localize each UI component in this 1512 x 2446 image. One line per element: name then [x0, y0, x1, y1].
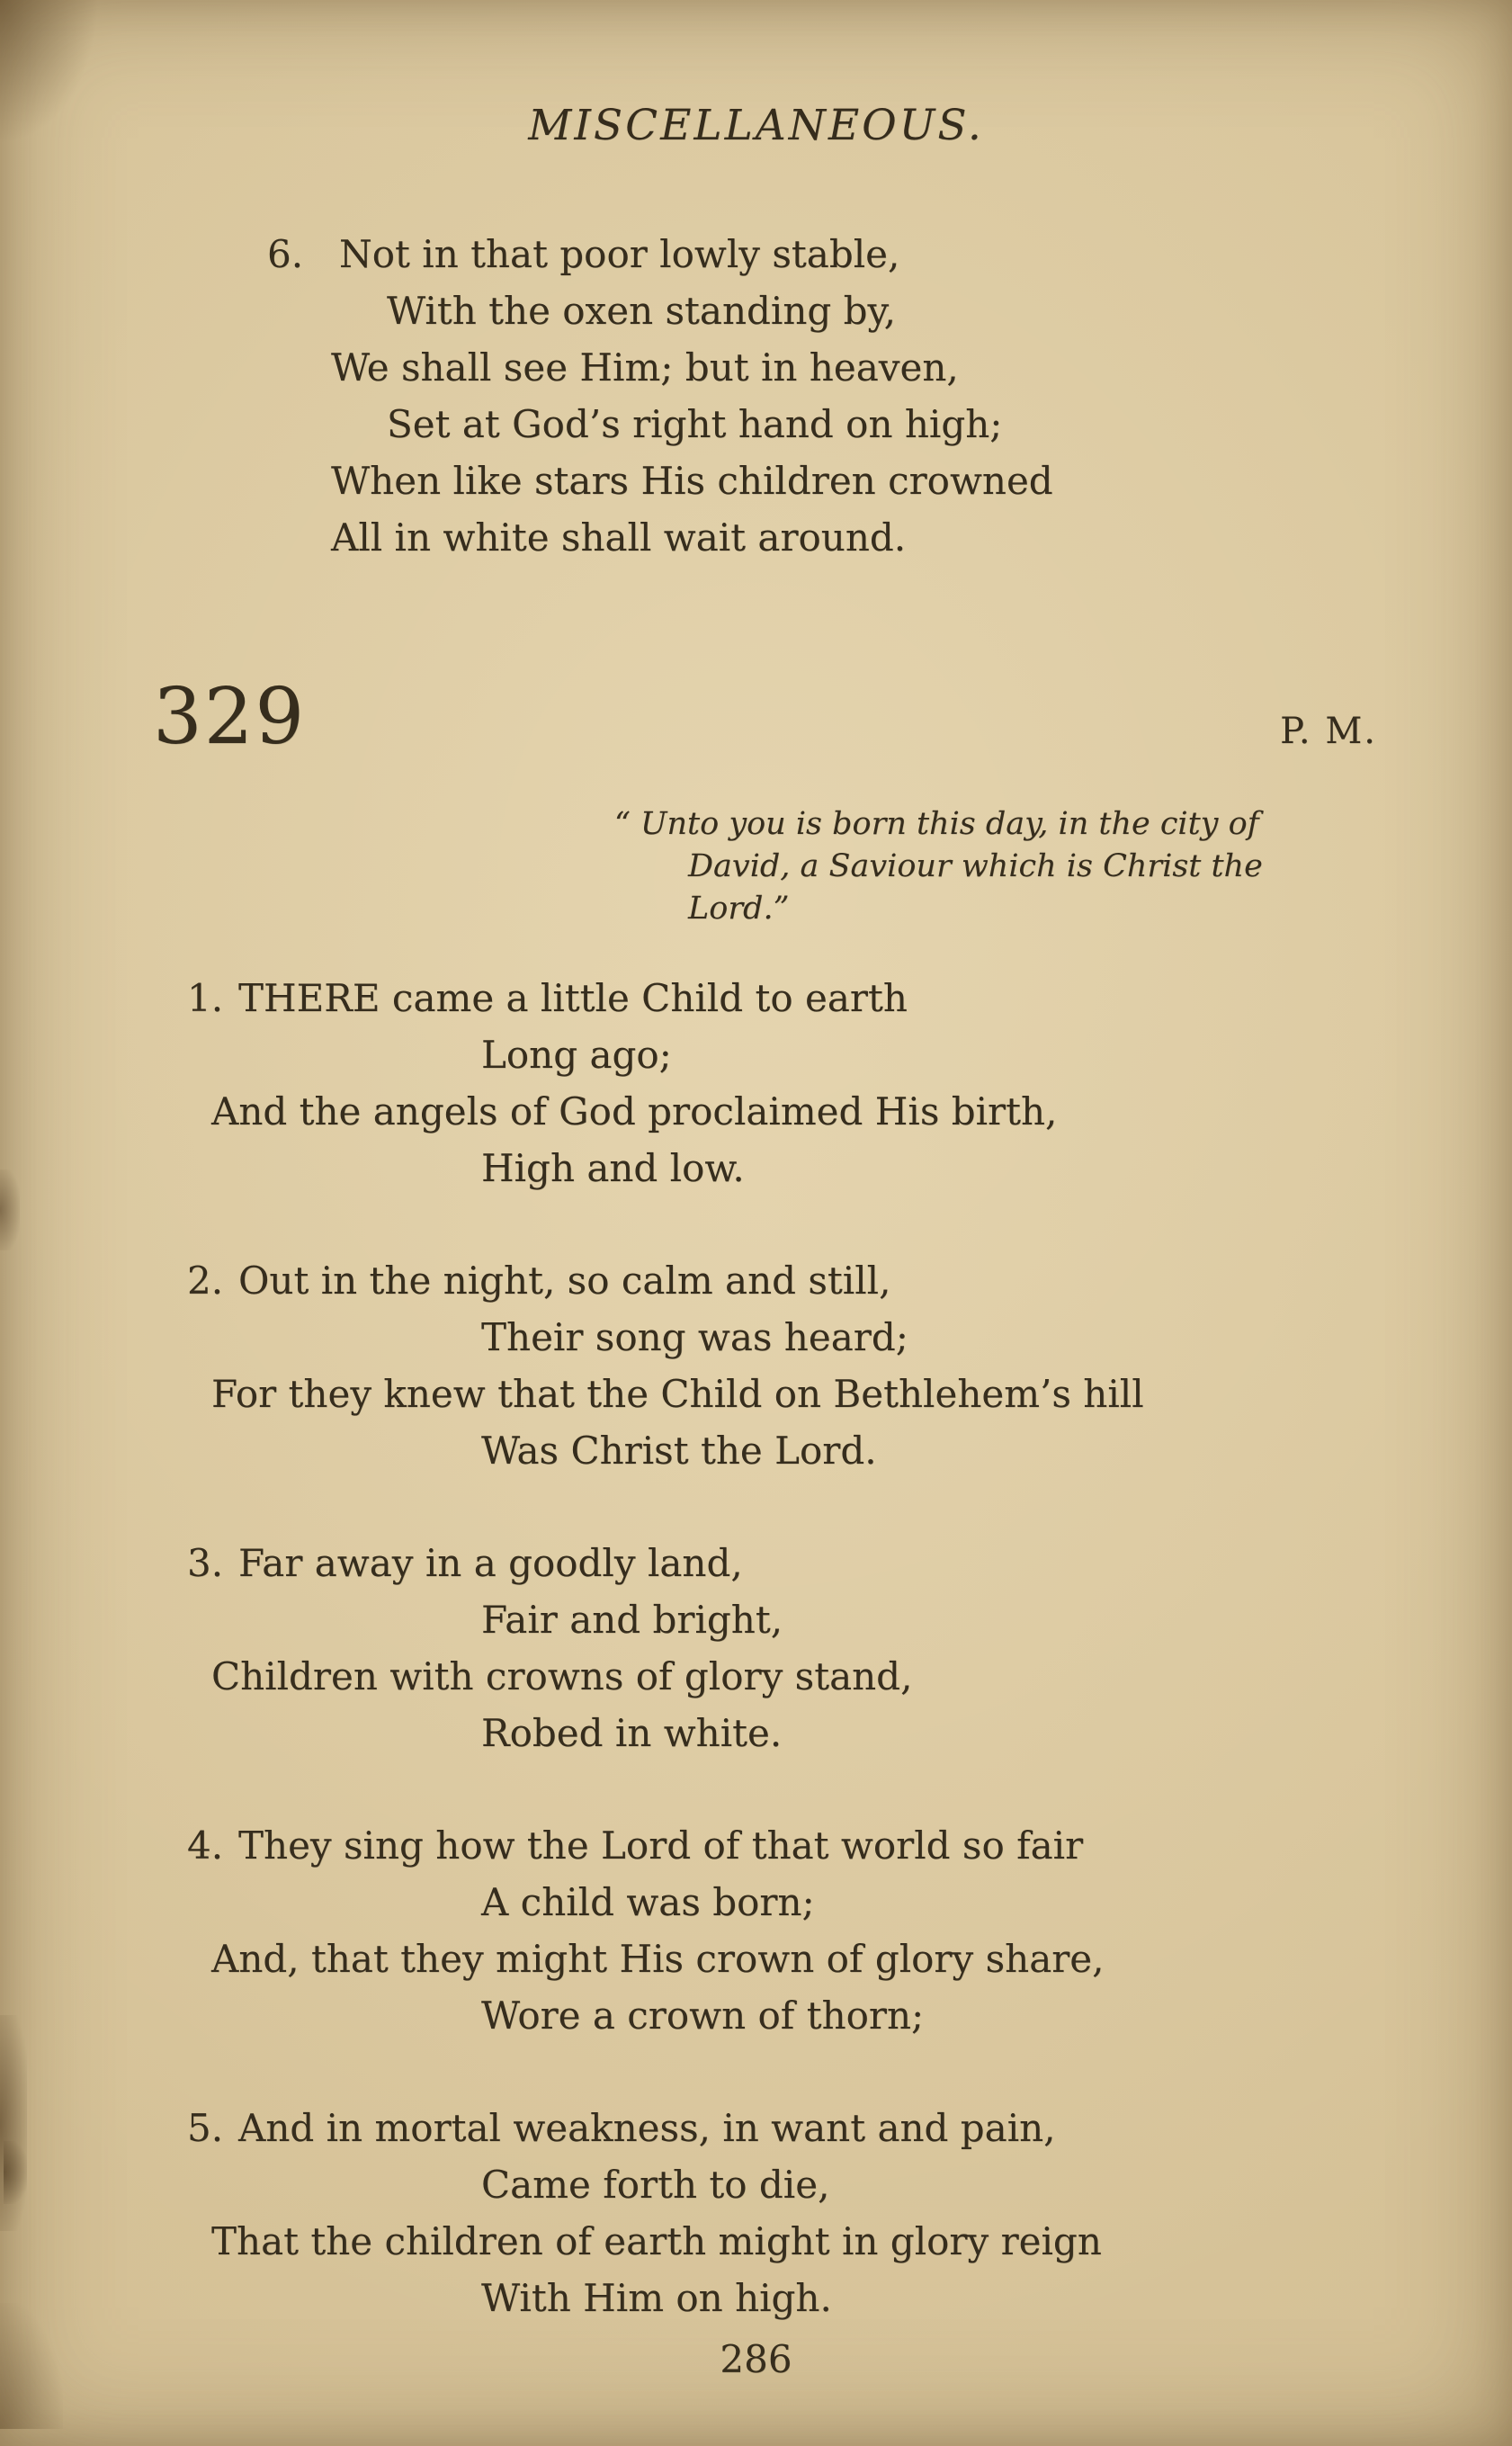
running-header: MISCELLANEOUS.: [528, 101, 984, 150]
page-number: 286: [720, 2337, 792, 2381]
text-line: [387, 396, 1512, 452]
hymn-verses: [187, 970, 1512, 2326]
text-line: [211, 1931, 1512, 1987]
text-line: [267, 226, 1512, 282]
verse-number: 1.: [187, 976, 224, 1020]
hymn-header: [153, 672, 1377, 762]
text-line: [331, 452, 1512, 509]
line-text: Children with crowns of glory stand,: [211, 1654, 913, 1698]
text-line: [481, 1591, 1512, 1648]
line-text: Out in the night, so calm and still,: [238, 1259, 891, 1303]
line-text: For they knew that the Child on Bethlehem’s hill: [211, 1372, 1144, 1416]
line-text: All in white shall wait around.: [331, 515, 907, 560]
paper-stain-left-edge: [0, 1169, 20, 1250]
hymn-number: 329: [153, 672, 307, 762]
line-text: That the children of earth might in glory reign: [211, 2219, 1102, 2263]
text-line: [187, 970, 1512, 1026]
text-line: [211, 1366, 1512, 1422]
text-line: [331, 509, 1512, 566]
text-line: [481, 2270, 1512, 2326]
line-text: Fair and bright,: [481, 1598, 783, 1642]
line-text: Lord.”: [688, 891, 790, 927]
line-text: THERE came a little Child to earth: [238, 976, 908, 1020]
hymn-meter: P. M.: [1280, 711, 1377, 752]
line-text: Their song was heard;: [481, 1315, 908, 1359]
line-text: With Him on high.: [481, 2276, 832, 2320]
line-text: “ Unto you is born this day, in the city of: [614, 806, 1259, 842]
text-line: [211, 2213, 1512, 2270]
text-line: [187, 2100, 1512, 2156]
previous-hymn-fragment: [267, 226, 1512, 566]
line-text: Long ago;: [481, 1033, 672, 1077]
text-line: [481, 1874, 1512, 1931]
line-text: When like stars His children crowned: [331, 459, 1053, 503]
text-line: [211, 1648, 1512, 1705]
text-line: [688, 846, 1512, 888]
verse-2: [187, 1252, 1512, 1479]
line-text: And the angels of God proclaimed His birth,: [211, 1089, 1058, 1133]
text-line: [187, 1817, 1512, 1874]
line-text: Wore a crown of thorn;: [481, 1994, 925, 2038]
paper-stain-left-edge: [0, 2015, 27, 2231]
text-line: [481, 2156, 1512, 2213]
text-line: [614, 803, 1512, 846]
line-text: They sing how the Lord of that world so fair: [238, 1823, 1084, 1868]
text-line: [187, 1252, 1512, 1309]
line-text: David, a Saviour which is Christ the: [688, 848, 1263, 884]
line-text: Set at God’s right hand on high;: [387, 402, 1003, 446]
text-line: [481, 1026, 1512, 1083]
line-text: Robed in white.: [481, 1711, 783, 1755]
text-line: [387, 282, 1512, 339]
text-line: [688, 888, 1512, 930]
verse-5: [187, 2100, 1512, 2326]
text-line: [481, 1705, 1512, 1761]
text-line: [481, 1140, 1512, 1196]
line-text: High and low.: [481, 1146, 745, 1190]
line-text: And in mortal weakness, in want and pain,: [238, 2106, 1056, 2150]
line-text: And, that they might His crown of glory share,: [211, 1937, 1105, 1981]
line-text: Was Christ the Lord.: [481, 1429, 877, 1473]
line-text: Far away in a goodly land,: [238, 1541, 743, 1585]
line-text: Not in that poor lowly stable,: [339, 232, 900, 276]
text-line: [211, 1083, 1512, 1140]
text-line: [481, 1422, 1512, 1479]
verse-1: [187, 970, 1512, 1196]
verse-number: 5.: [187, 2106, 224, 2150]
text-line: [331, 339, 1512, 396]
verse-number: 6.: [267, 232, 304, 276]
paper-stain-left-edge: [4, 2141, 27, 2204]
text-line: [187, 1535, 1512, 1591]
verse-number: 2.: [187, 1259, 224, 1303]
line-text: Came forth to die,: [481, 2163, 830, 2207]
line-text: We shall see Him; but in heaven,: [331, 345, 959, 390]
verse-number: 4.: [187, 1823, 224, 1868]
verse-3: [187, 1535, 1512, 1761]
epigraph: [614, 803, 1512, 930]
verse-4: [187, 1817, 1512, 2044]
text-line: [481, 1987, 1512, 2044]
line-text: A child was born;: [481, 1880, 815, 1924]
line-text: With the oxen standing by,: [387, 289, 897, 333]
verse-number: 3.: [187, 1541, 224, 1585]
text-line: [481, 1309, 1512, 1366]
